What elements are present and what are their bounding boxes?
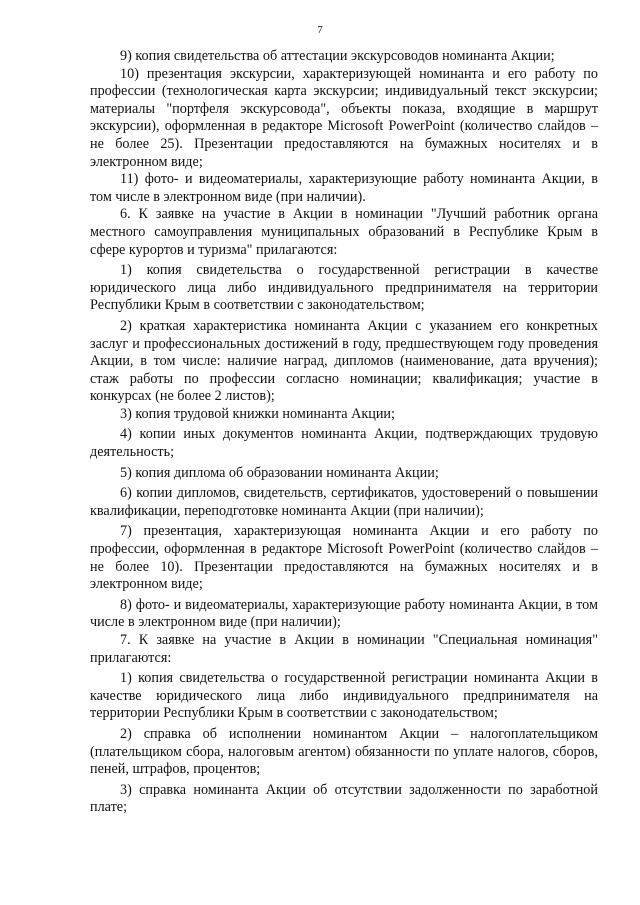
list-item-9: 9) копия свидетельства об аттестации экскурсоводов номинанта Акции; [120,48,555,64]
document-body [90,48,598,817]
list-item-10: 10) презентация экскурсии, характеризующей номинанта и его работу по профессии (технологическая карта экскурсии; индивидуальный текст экскурсии; материалы "портфеля экскурсовода", объекты показа, входящие в маршрут экскурсии), оформленная в редакторе Microsoft PowerPoint (количество слайдов – не более 25). Презентации предоставляются на бумажных носителях и в электронном виде; [90,65,598,170]
section-6-item-3: 3) копия трудовой книжки номинанта Акции; [120,405,395,422]
section-7-item-1: 1) копия свидетельства о государственной регистрации номинанта Акции в качестве юридического лица либо индивидуального предпринимателя на территории Республики Крым в соответствии с законодательством; [90,670,598,722]
section-6-item-7: 7) презентация, характеризующая номинанта Акции и его работу по профессии, оформленная в редакторе Microsoft PowerPoint (количество слайдов – не более 10). Презентации предоставляются на бумажных носителях и в электронном виде; [90,523,598,593]
section-6-intro: 6. К заявке на участие в Акции в номинации "Лучший работник органа местного самоуправления муниципальных образований в Республике Крым в сфере курортов и туризма" прилагаются: [90,206,598,258]
list-item-11: 11) фото- и видеоматериалы, характеризующие работу номинанта Акции, в том числе в электронном виде (при наличии). [90,171,598,205]
section-7-intro: 7. К заявке на участие в Акции в номинации "Специальная номинация" прилагаются: [90,632,598,666]
page-number: 7 [317,24,323,36]
section-6-item-6: 6) копии дипломов, свидетельств, сертификатов, удостоверений о повышении квалификации, переподготовке номинанта Акции (при наличии); [90,485,598,519]
section-6-item-1: 1) копия свидетельства о государственной регистрации в качестве юридического лица либо индивидуального предпринимателя на территории Республики Крым в соответствии с законодательством; [90,262,598,314]
section-6-item-4: 4) копии иных документов номинанта Акции, подтверждающих трудовую деятельность; [90,426,598,461]
section-6-item-5: 5) копия диплома об образовании номинанта Акции; [120,464,439,481]
section-6-item-2: 2) краткая характеристика номинанта Акции с указанием его конкретных заслуг и профессиональных достижений в году, предшествующем году проведения Акции, в том числе: наличие наград, дипломов (наименование, дата вручения); стаж работы по профессии согласно номинации; квалификация; участие в конкурсах (не более 2 листов); [90,317,598,405]
section-7-item-2: 2) справка об исполнении номинантом Акции – налогоплательщиком (плательщиком сбора, налоговым агентом) обязанности по уплате налогов, сборов, пеней, штрафов, процентов; [90,725,598,778]
section-6-item-8: 8) фото- и видеоматериалы, характеризующие работу номинанта Акции, в том числе в электронном виде (при наличии); [90,596,598,631]
section-7-item-3: 3) справка номинанта Акции об отсутствии задолженности по заработной плате; [90,781,598,816]
